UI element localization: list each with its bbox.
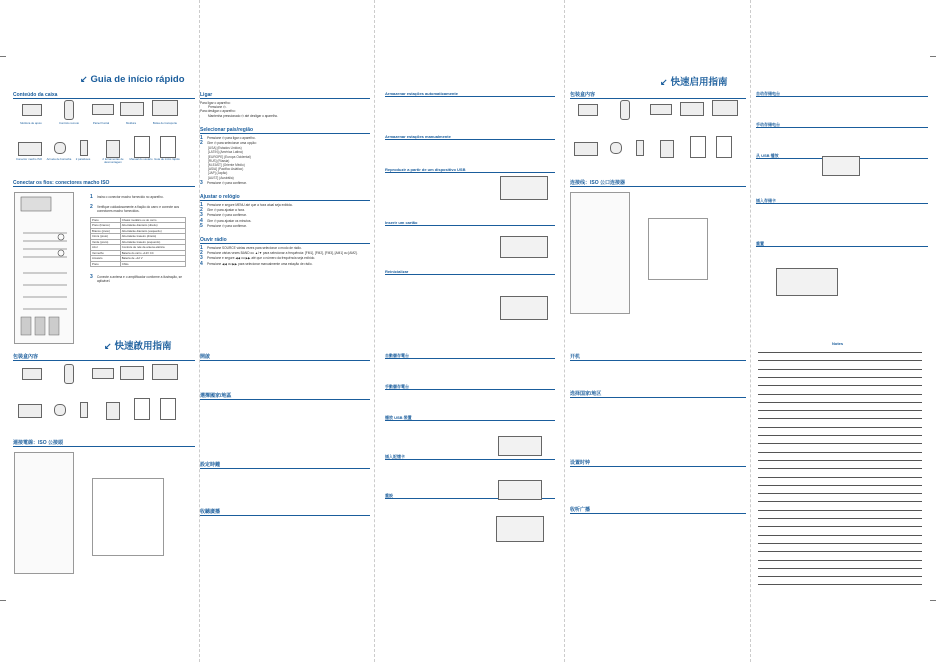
trim-plate-illustration <box>120 102 144 116</box>
table-row: Branco (preto) Alto-falante dianteiro (esquerdo) <box>91 228 186 234</box>
text-line: Pressione ⏻. <box>208 105 227 110</box>
pt-iso-section <box>13 174 195 189</box>
reset-illustration <box>496 516 544 542</box>
note-line <box>758 501 922 502</box>
section-heading: 手動儲存電台 <box>385 384 555 390</box>
section-heading: Conteúdo da caixa <box>13 92 195 99</box>
screws-illustration <box>80 402 88 418</box>
iso-wiring-diagram <box>14 192 74 344</box>
note-line <box>758 560 922 561</box>
crop-mark <box>930 56 936 57</box>
step-block <box>570 469 746 501</box>
step: 2 Gire ⏻ para ajustar a hora. <box>200 207 245 214</box>
note-line <box>758 518 922 519</box>
note-line <box>758 443 922 444</box>
table-row: Vermelho Bateria do carro +12V CC <box>91 250 186 256</box>
section-heading: Selecionar país/região <box>200 127 370 134</box>
quickstart-title-zhs: ↙ 快速启用指南 <box>660 77 728 88</box>
trim-plate-illustration <box>120 366 144 380</box>
option: [JAP] (Japão) <box>208 171 228 176</box>
box-item-caption: Conector macho ISO <box>15 157 43 161</box>
section-heading: Conectar os fios: conectores macho ISO <box>13 180 195 187</box>
note-line <box>758 477 922 478</box>
note-line <box>758 394 922 395</box>
section-heading: Ligar <box>200 92 370 99</box>
option: [M-EAST] (Oriente Médio) <box>208 163 245 168</box>
note-line <box>758 402 922 403</box>
section-heading: Reproduzir a partir de um dispositivo USB <box>385 167 555 173</box>
section-heading: 連接電線：ISO 公接頭 <box>13 440 195 447</box>
step: 4 Gire ⏻ para ajustar os minutos. <box>200 217 252 224</box>
card-insert-illustration <box>500 236 548 258</box>
step: 3 Conecte a antena e o amplificador conforme a ilustração, se aplicável. <box>90 274 183 284</box>
section-heading: 开机 <box>570 354 746 361</box>
section-heading: Ajustar o relógio <box>200 194 370 201</box>
step-block <box>385 392 555 410</box>
pt-box-contents-section <box>13 86 195 101</box>
section-heading: 開啟 <box>200 354 370 361</box>
step-block <box>200 363 370 387</box>
section-heading: 重設 <box>385 493 555 499</box>
box-item-caption: 2 parafusos <box>75 157 91 161</box>
step: 2 Pressione várias vezes BAND ou ▲/▼ para selecionar a frequência: [FM1], [FM2], [FM3], [AM1] ou [AM2]. <box>200 250 358 257</box>
step: 3 Pressione ⏻ para confirmar. <box>200 179 247 186</box>
section-heading: 重置 <box>756 241 928 247</box>
step-block <box>570 363 746 385</box>
table-row: Preto Chão <box>91 261 186 267</box>
notes-title: Notes <box>832 341 844 346</box>
text-line: Mantenha pressionado ⏻ até desligar o aparelho. <box>208 113 279 118</box>
text-line: Para desligar o aparelho: <box>200 109 236 114</box>
box-item-caption: Bolsa de transporte <box>152 121 178 125</box>
option: [USA] (Estados Unidos) <box>208 146 242 151</box>
step: 2 Verifique cuidadosamente a fiação do carro e conecte aos conectores macho fornecidos. <box>90 204 180 214</box>
step: 5 Pressione ⏻ para confirmar. <box>200 222 247 229</box>
section-heading: Ouvir rádio <box>200 237 370 244</box>
iso-wire-table <box>92 478 164 556</box>
note-line <box>758 576 922 577</box>
step: 1 Pressione SOURCE várias vezes para selecionar o modo de rádio. <box>200 245 302 252</box>
note-line <box>758 418 922 419</box>
section-heading: 选择国家/地区 <box>570 391 746 398</box>
note-line <box>758 568 922 569</box>
table-row: Preto (branco) Alto-falante dianteiro (direito) <box>91 223 186 229</box>
usb-insert-illustration <box>500 176 548 200</box>
pt-iso-steps <box>90 194 186 285</box>
note-line <box>758 452 922 453</box>
iso-connector-illustration <box>18 404 42 418</box>
note-line <box>758 369 922 370</box>
section-heading: Armazenar estações automaticamente <box>385 91 555 97</box>
step-block <box>756 99 928 117</box>
manual-illustration <box>134 136 150 158</box>
step: 2 Gire ⏻ para selecionar uma opção: <box>200 140 257 147</box>
table-row: Verde (preto) Alto-falante traseiro (esquerdo) <box>91 239 186 245</box>
note-line <box>758 435 922 436</box>
unit-illustration <box>712 100 738 116</box>
note-line <box>758 485 922 486</box>
section-heading: Inserir um cartão <box>385 220 555 226</box>
mounting-sleeve-illustration <box>22 104 42 116</box>
section-heading: 選擇國家/地區 <box>200 393 370 400</box>
box-item-caption: 2 ferramentas de desmontagem <box>102 157 124 165</box>
front-panel-illustration <box>92 368 114 379</box>
note-line <box>758 468 922 469</box>
crop-mark <box>0 56 6 57</box>
iso-wiring-diagram <box>14 452 74 574</box>
zht-media-column <box>385 348 555 501</box>
trim-plate-illustration <box>680 102 704 116</box>
remote-control-illustration <box>64 100 74 120</box>
text-line: Para ligar o aparelho: <box>200 101 231 105</box>
quickstart-title-pt: ↙ Guia de início rápido <box>80 74 185 85</box>
note-line <box>758 510 922 511</box>
zht-operation-column <box>200 348 370 518</box>
step: 4 Pressione ◀◀ ou ▶▶ para selecionar manualmente uma estação de rádio. <box>200 260 313 267</box>
note-line <box>758 460 922 461</box>
rubber-washer-illustration <box>54 142 66 154</box>
remote-control-illustration <box>620 100 630 120</box>
section-heading: 包装盒内容 <box>570 92 746 99</box>
unit-illustration <box>152 364 178 380</box>
usb-insert-illustration <box>498 436 542 456</box>
quickstart-illustration <box>160 398 176 420</box>
tools-illustration <box>106 140 120 158</box>
iso-connector-illustration <box>574 142 598 156</box>
step-block <box>200 471 370 503</box>
manual-illustration <box>690 136 706 158</box>
iso-connector-illustration <box>18 142 42 156</box>
zhs-iso-section <box>570 174 746 189</box>
manual-illustration <box>134 398 150 420</box>
front-panel-illustration <box>650 104 672 115</box>
note-line <box>758 584 922 585</box>
note-line <box>758 385 922 386</box>
pt-operation-column <box>200 86 370 267</box>
note-line <box>758 543 922 544</box>
section-heading: 插入存储卡 <box>756 198 928 204</box>
note-line <box>758 526 922 527</box>
reset-illustration <box>500 296 548 320</box>
remote-control-illustration <box>64 364 74 384</box>
table-row: Preto Chassi metálico ou do carro <box>91 217 186 223</box>
screws-illustration <box>636 140 644 156</box>
section-heading: 连接线：ISO 公口连接器 <box>570 180 746 187</box>
section-heading: Reinicializar <box>385 269 555 275</box>
note-line <box>758 427 922 428</box>
section-heading: 設定時鐘 <box>200 462 370 469</box>
section-heading: 插入記憶卡 <box>385 454 555 460</box>
box-item-caption: Moldura de apoio <box>20 121 42 125</box>
option: [LATIN] (América Latina) <box>208 150 243 155</box>
fold-line <box>374 0 375 662</box>
box-item-caption: Manual do usuário <box>129 157 153 161</box>
unit-illustration <box>152 100 178 116</box>
step-block <box>385 142 555 162</box>
note-line <box>758 377 922 378</box>
box-item-caption: Controlo remoto <box>58 121 80 125</box>
step: 1 Pressione e segure MENU até que a hora atual seja exibida. <box>200 202 293 209</box>
box-item-caption: Guia de início rápido <box>154 157 180 161</box>
section-heading: 自动存储电台 <box>756 91 928 97</box>
step: 1 Pressione ⏻ para ligar o aparelho. <box>200 134 256 141</box>
section-heading: 从 USB 播放 <box>756 153 928 159</box>
fold-line <box>564 0 565 662</box>
iso-wire-table <box>648 218 708 280</box>
quickstart-title-zht: ↙ 快速啟用指南 <box>104 341 172 352</box>
rubber-washer-illustration <box>610 142 622 154</box>
screws-illustration <box>80 140 88 156</box>
option: [RUS] (Rússia) <box>208 158 230 163</box>
box-item-caption: Arruela de borracha <box>46 157 72 161</box>
step-block <box>385 99 555 129</box>
section-heading: 包裝盒內容 <box>13 354 195 361</box>
option: [AUST] (Austrália) <box>208 175 234 180</box>
note-line <box>758 352 922 353</box>
iso-wire-table <box>90 217 186 268</box>
table-row: Azul Controle de relé da antena elétrica <box>91 245 186 251</box>
crop-mark <box>0 600 6 601</box>
note-line <box>758 493 922 494</box>
note-line <box>758 360 922 361</box>
zhs-box-contents-section <box>570 86 746 101</box>
fold-line <box>750 0 751 662</box>
section-heading: 手动存储电台 <box>756 122 928 128</box>
section-heading: 收聽廣播 <box>200 509 370 516</box>
card-insert-illustration <box>498 480 542 500</box>
section-heading: Armazenar estações manualmente <box>385 134 555 140</box>
note-line <box>758 410 922 411</box>
zht-iso-section <box>13 434 195 449</box>
step: 3 Pressione e segure ◀◀ ou ▶▶ até que o número da frequência seja exibido. <box>200 255 316 262</box>
usb-insert-illustration <box>822 156 860 176</box>
zhs-bottom-operation-column <box>570 348 746 516</box>
step-block <box>756 206 928 236</box>
step: 3 Pressione ⏻ para confirmar. <box>200 212 247 219</box>
option: [EUROPE] (Europa Ocidental) <box>208 154 251 159</box>
quickstart-illustration <box>716 136 732 158</box>
wiring-diagram-svg <box>15 193 73 343</box>
tools-illustration <box>660 140 674 158</box>
option: [ASIA] (Pacífico Asiático) <box>208 167 244 172</box>
step-block <box>385 361 555 379</box>
mounting-sleeve-illustration <box>22 368 42 380</box>
step-block <box>200 402 370 456</box>
box-item-caption: Moldura <box>125 121 137 125</box>
tools-illustration <box>106 402 120 420</box>
table-row: Amarelo Bateria de +12 V <box>91 256 186 262</box>
section-heading: 设置时钟 <box>570 460 746 467</box>
step: 1 Insira o conector macho fornecido no aparelho. <box>90 194 164 200</box>
note-line <box>758 535 922 536</box>
rubber-washer-illustration <box>54 404 66 416</box>
front-panel-illustration <box>92 104 114 115</box>
zht-box-contents-section <box>13 348 195 363</box>
section-heading: 自動儲存電台 <box>385 353 555 359</box>
step-block <box>570 400 746 454</box>
quickstart-illustration <box>160 136 176 158</box>
step-block <box>756 130 928 148</box>
table-row: Cinza (preto) Alto-falante traseiro (direito) <box>91 234 186 240</box>
section-heading: 播放 USB 裝置 <box>385 415 555 421</box>
reset-illustration <box>776 268 838 296</box>
section-heading: 收听广播 <box>570 507 746 514</box>
iso-wiring-diagram <box>570 192 630 314</box>
note-line <box>758 551 922 552</box>
mounting-sleeve-illustration <box>578 104 598 116</box>
box-item-caption: Painel frontal <box>92 121 110 125</box>
crop-mark <box>930 600 936 601</box>
